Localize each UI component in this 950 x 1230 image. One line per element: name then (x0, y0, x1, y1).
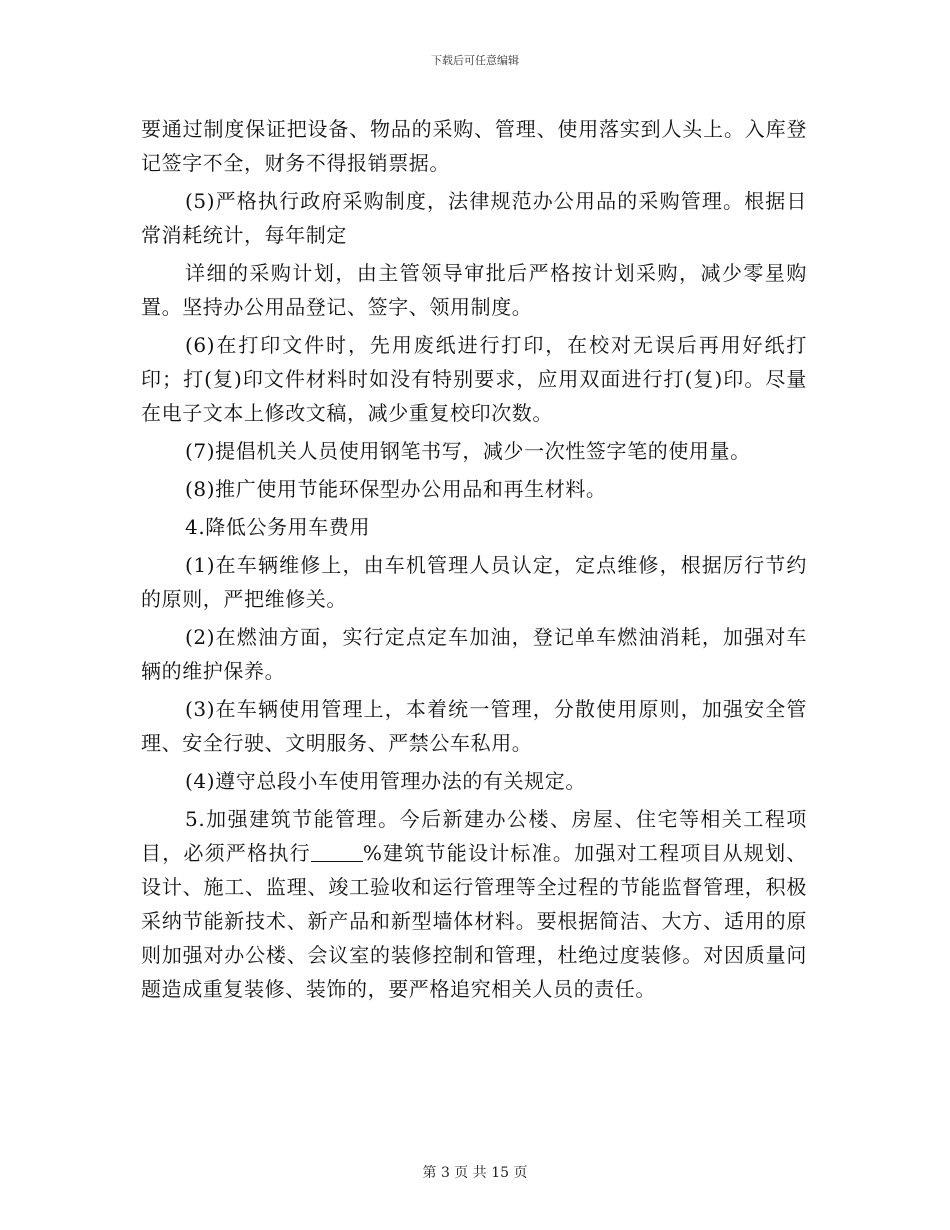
document-body (141, 112, 807, 1010)
section-heading-4: 4.降低公务用车费用 (185, 515, 371, 539)
paragraph-item-7: (7)提倡机关人员使用钢笔书写，减少一次性签字笔的使用量。 (185, 439, 751, 463)
paragraph-vehicle-1: (1)在车辆维修上，由车机管理人员认定，定点维修，根据厉行节约的原则，严把维修关。 (141, 553, 807, 611)
paragraph-vehicle-3: (3)在车辆使用管理上，本着统一管理，分散使用原则，加强安全管理、安全行驶、文明服务、严禁公车私用。 (141, 697, 807, 755)
paragraph-section-5 (141, 802, 807, 1006)
paragraph-item-5-continued: 详细的采购计划，由主管领导审批后严格按计划采购，减少零星购置。坚持办公用品登记、签字、领用制度。 (141, 261, 807, 319)
section-5-text-after-blank: %建筑节能设计标准。加强对工程项目从规划、设计、施工、监理、竣工验收和运行管理等全过程的节能监督管理，积极采纳节能新技术、新产品和新型墙体材料。要根据简洁、大方、适用的原则加强对办公楼、会议室的装修控制和管理，杜绝过度装修。对因质量问题造成重复装修、装饰的，要严格追究相关人员的责任。 (141, 841, 807, 1001)
page-footer: 第 3 页 共 15 页 (422, 1165, 528, 1181)
paragraph-vehicle-4: (4)遵守总段小车使用管理办法的有关规定。 (185, 769, 586, 793)
paragraph-vehicle-2: (2)在燃油方面，实行定点定车加油，登记单车燃油消耗，加强对车辆的维护保养。 (141, 625, 807, 683)
fill-in-blank (311, 841, 363, 862)
section-5-text-before-blank: 5.加强建筑节能管理。今后新建办公楼、房屋、住宅等相关工程项目，必须严格执行 (141, 807, 807, 865)
paragraph-item-8: (8)推广使用节能环保型办公用品和再生材料。 (185, 477, 607, 501)
paragraph-continuation: 要通过制度保证把设备、物品的采购、管理、使用落实到人头上。入库登记签字不全，财务不得报销票据。 (141, 117, 807, 175)
page-header: 下载后可任意编辑 (431, 54, 519, 67)
paragraph-item-5: (5)严格执行政府采购制度，法律规范办公用品的采购管理。根据日常消耗统计，每年制定 (141, 189, 807, 247)
paragraph-item-6: (6)在打印文件时，先用废纸进行打印，在校对无误后再用好纸打印；打(复)印文件材料时如没有特别要求，应用双面进行打(复)印。尽量在电子文本上修改文稿，减少重复校印次数。 (141, 333, 807, 425)
